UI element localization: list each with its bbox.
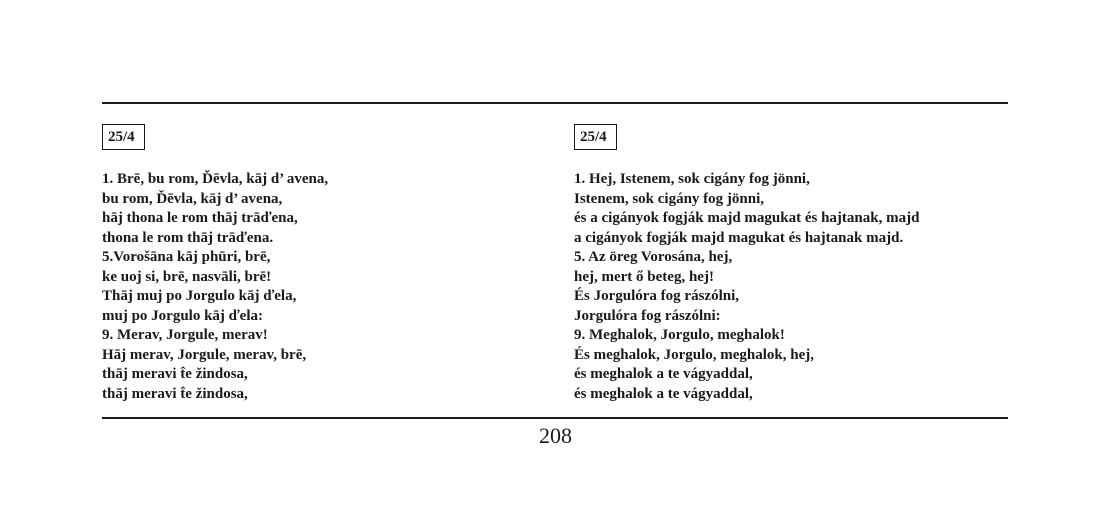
verse-line: Hāj merav, Jorgule, merav, brē, (102, 346, 307, 363)
verse-line: Thāj muj po Jorgulo kāj ďela, (102, 288, 297, 304)
romani-text-column (102, 124, 328, 404)
verse-line: 9. Merav, Jorgule, merav! (102, 327, 268, 343)
page-number: 208 (539, 423, 572, 448)
verse-line: ke uoj si, brē, nasvāli, brē! (102, 268, 272, 285)
verse-line: Istenem, sok cigány fog jönni, (574, 190, 765, 207)
verse-line: És Jorgulóra fog rászólni, (574, 288, 739, 304)
verse-line: és a cigányok fogják majd magukat és hajtanak, majd (574, 210, 920, 226)
verse-line: a cigányok fogják majd magukat és hajtanak majd. (574, 229, 904, 246)
verse-line: 5.Vorošāna kāj phūri, brē, (102, 249, 271, 265)
verse-line: thona le rom thāj trāďena. (102, 229, 274, 246)
verse-line: 1. Hej, Istenem, sok cigány fog jönni, (574, 171, 810, 187)
verse-line: és meghalok a te vágyaddal, (574, 366, 753, 382)
top-rule (102, 102, 1008, 104)
hungarian-text-column (574, 124, 919, 404)
verse-line: 1. Brē, bu rom, Ďēvla, kāj d’ avena, (102, 171, 329, 187)
song-id-box-right: 25/4 (574, 124, 617, 150)
verse-line: thāj meravi t̂e žindosa, (102, 366, 248, 382)
verse-line: 9. Meghalok, Jorgulo, meghalok! (574, 327, 785, 343)
verse-line: 5. Az öreg Vorosána, hej, (574, 249, 733, 265)
verse-line: Jorgulóra fog rászólni: (574, 307, 721, 324)
verse-line: muj po Jorgulo kāj ďela: (102, 307, 264, 324)
hungarian-verse-lines (574, 170, 919, 404)
verse-line: hej, mert ő beteg, hej! (574, 268, 714, 285)
verse-line: thāj meravi t̂e žindosa, (102, 385, 248, 402)
verse-line: és meghalok a te vágyaddal, (574, 385, 753, 402)
verse-line: bu rom, Ďēvla, kāj d’ avena, (102, 190, 283, 207)
bottom-rule (102, 417, 1008, 419)
romani-verse-lines (102, 170, 328, 404)
song-id-box-left: 25/4 (102, 124, 145, 150)
verse-line: És meghalok, Jorgulo, meghalok, hej, (574, 346, 815, 363)
verse-line: hāj thona le rom thāj trāďena, (102, 210, 298, 226)
